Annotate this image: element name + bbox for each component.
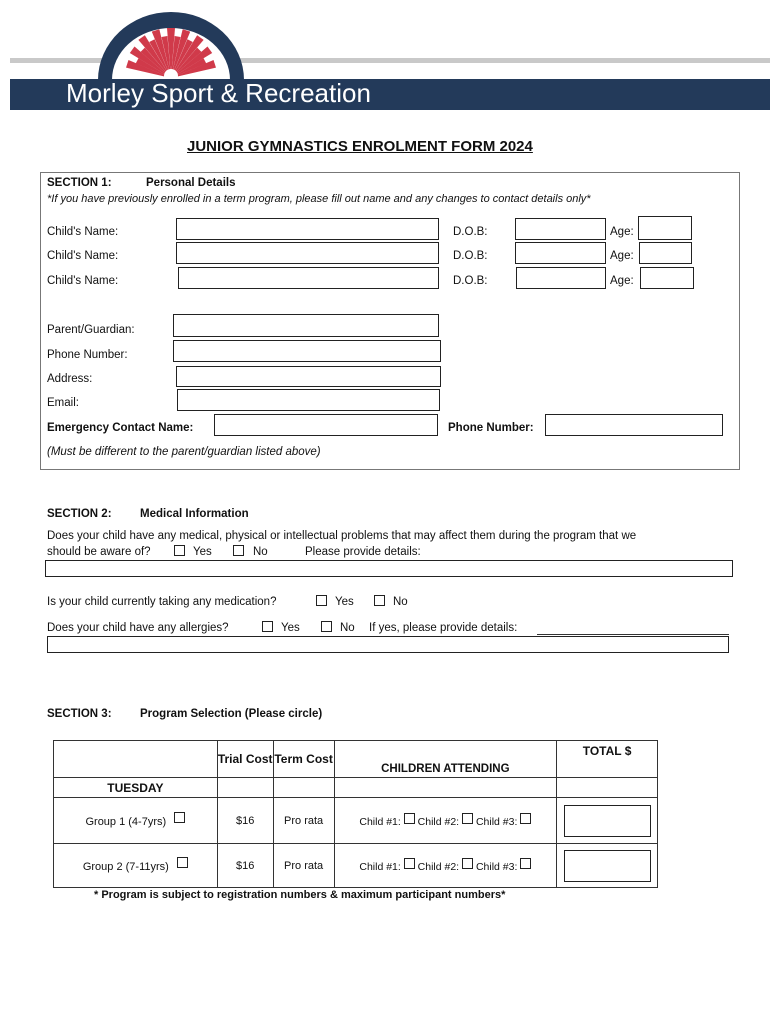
group1-children — [334, 798, 557, 844]
allergy-yes-label: Yes — [281, 622, 300, 634]
allergy-details-prompt: If yes, please provide details: — [369, 622, 518, 634]
section3-label: SECTION 3: — [47, 708, 112, 720]
child1-name-input[interactable] — [176, 218, 439, 240]
child2-dob-label: D.O.B: — [453, 250, 488, 262]
child3-name-input[interactable] — [178, 267, 439, 289]
medication-no-checkbox[interactable] — [374, 595, 385, 606]
group2-child3-checkbox[interactable] — [520, 858, 531, 869]
parent-label: Parent/Guardian: — [47, 324, 135, 336]
group2-label: Group 2 (7-11yrs) — [82, 860, 169, 873]
group2-child2-checkbox[interactable] — [462, 858, 473, 869]
section1-heading: Personal Details — [146, 177, 236, 189]
medication-question: Is your child currently taking any medication? — [47, 596, 277, 608]
allergy-details-input[interactable] — [47, 636, 729, 653]
program-table — [53, 740, 658, 888]
blank-cell — [273, 778, 334, 798]
trial-cost-header: Trial Cost — [217, 741, 273, 778]
child1-option-label: Child #1: — [359, 860, 401, 873]
table-row — [54, 844, 658, 888]
section1-note: *If you have previously enrolled in a term program, please fill out name and any changes to contact details only* — [47, 193, 591, 205]
address-label: Address: — [47, 373, 93, 385]
group2-cell — [54, 844, 218, 888]
child1-label: Child's Name: — [47, 226, 119, 238]
group2-term: Pro rata — [273, 844, 334, 888]
medical-question: Does your child have any medical, physical or intellectual problems that may affect them during the program that we — [47, 530, 637, 542]
group2-total-input[interactable] — [564, 850, 651, 882]
child2-age-input[interactable] — [639, 242, 692, 264]
child3-age-input[interactable] — [640, 267, 694, 289]
blank-cell — [334, 778, 557, 798]
medical-details-input[interactable] — [45, 560, 733, 577]
group2-children — [334, 844, 557, 888]
allergy-no-label: No — [340, 622, 355, 634]
section1-label: SECTION 1: — [47, 177, 112, 189]
group2-checkbox[interactable] — [177, 857, 188, 868]
group2-total-cell — [557, 844, 658, 888]
child2-age-label: Age: — [610, 250, 634, 262]
group1-term: Pro rata — [273, 798, 334, 844]
emergency-phone-input[interactable] — [545, 414, 723, 436]
child3-option-label: Child #3: — [475, 815, 518, 828]
child3-option-label: Child #3: — [475, 860, 518, 873]
allergy-yes-checkbox[interactable] — [262, 621, 273, 632]
child2-dob-input[interactable] — [515, 242, 606, 264]
group1-total-input[interactable] — [564, 805, 651, 837]
address-input[interactable] — [176, 366, 441, 387]
group2-child1-checkbox[interactable] — [404, 858, 415, 869]
child2-option-label: Child #2: — [417, 815, 460, 828]
phone-label: Phone Number: — [47, 349, 128, 361]
group1-child2-checkbox[interactable] — [462, 813, 473, 824]
allergy-no-checkbox[interactable] — [321, 621, 332, 632]
blank-cell — [217, 778, 273, 798]
empty-header-cell — [54, 741, 218, 778]
medication-no-label: No — [393, 596, 408, 608]
total-header: TOTAL $ — [557, 741, 658, 778]
medication-yes-checkbox[interactable] — [316, 595, 327, 606]
emergency-phone-label: Phone Number: — [448, 422, 534, 434]
section3-heading: Program Selection (Please circle) — [140, 708, 323, 720]
section2-label: SECTION 2: — [47, 508, 112, 520]
medical-details-prompt: Please provide details: — [305, 546, 421, 558]
group1-child3-checkbox[interactable] — [520, 813, 531, 824]
group1-total-cell — [557, 798, 658, 844]
child3-dob-label: D.O.B: — [453, 275, 488, 287]
email-label: Email: — [47, 397, 79, 409]
medical-no-checkbox[interactable] — [233, 545, 244, 556]
children-attending-header: CHILDREN ATTENDING — [334, 741, 557, 778]
group1-trial: $16 — [217, 798, 273, 844]
child1-age-label: Age: — [610, 226, 634, 238]
child2-label: Child's Name: — [47, 250, 119, 262]
child1-dob-input[interactable] — [515, 218, 606, 240]
child1-age-input[interactable] — [638, 216, 692, 240]
term-cost-header: Term Cost — [273, 741, 334, 778]
group1-checkbox[interactable] — [174, 812, 185, 823]
brand-name: Morley Sport & Recreation — [66, 78, 371, 108]
group1-label: Group 1 (4-7yrs) — [85, 815, 167, 828]
form-title: JUNIOR GYMNASTICS ENROLMENT FORM 2024 — [187, 138, 533, 155]
child1-dob-label: D.O.B: — [453, 226, 488, 238]
table-row — [54, 798, 658, 844]
child2-name-input[interactable] — [176, 242, 439, 264]
group1-child1-checkbox[interactable] — [404, 813, 415, 824]
phone-input[interactable] — [173, 340, 441, 362]
child2-option-label: Child #2: — [417, 860, 460, 873]
emergency-note: (Must be different to the parent/guardian listed above) — [47, 446, 321, 458]
allergy-question: Does your child have any allergies? — [47, 622, 229, 634]
parent-input[interactable] — [173, 314, 439, 337]
emergency-name-input[interactable] — [214, 414, 438, 436]
sunburst-logo-icon — [98, 12, 244, 82]
child3-age-label: Age: — [610, 275, 634, 287]
medical-no-label: No — [253, 546, 268, 558]
day-cell: TUESDAY — [54, 778, 218, 798]
emergency-label: Emergency Contact Name: — [47, 422, 194, 434]
child1-option-label: Child #1: — [359, 815, 401, 828]
allergy-details-line — [537, 634, 729, 635]
child3-dob-input[interactable] — [516, 267, 606, 289]
medical-yes-label: Yes — [193, 546, 212, 558]
email-input[interactable] — [177, 389, 440, 411]
medical-yes-checkbox[interactable] — [174, 545, 185, 556]
group2-trial: $16 — [217, 844, 273, 888]
medical-question-cont: should be aware of? — [47, 546, 151, 558]
section2-heading: Medical Information — [140, 508, 249, 520]
program-footnote: * Program is subject to registration numbers & maximum participant numbers* — [94, 889, 506, 901]
blank-cell — [557, 778, 658, 798]
child3-label: Child's Name: — [47, 275, 119, 287]
group1-cell — [54, 798, 218, 844]
medication-yes-label: Yes — [335, 596, 354, 608]
